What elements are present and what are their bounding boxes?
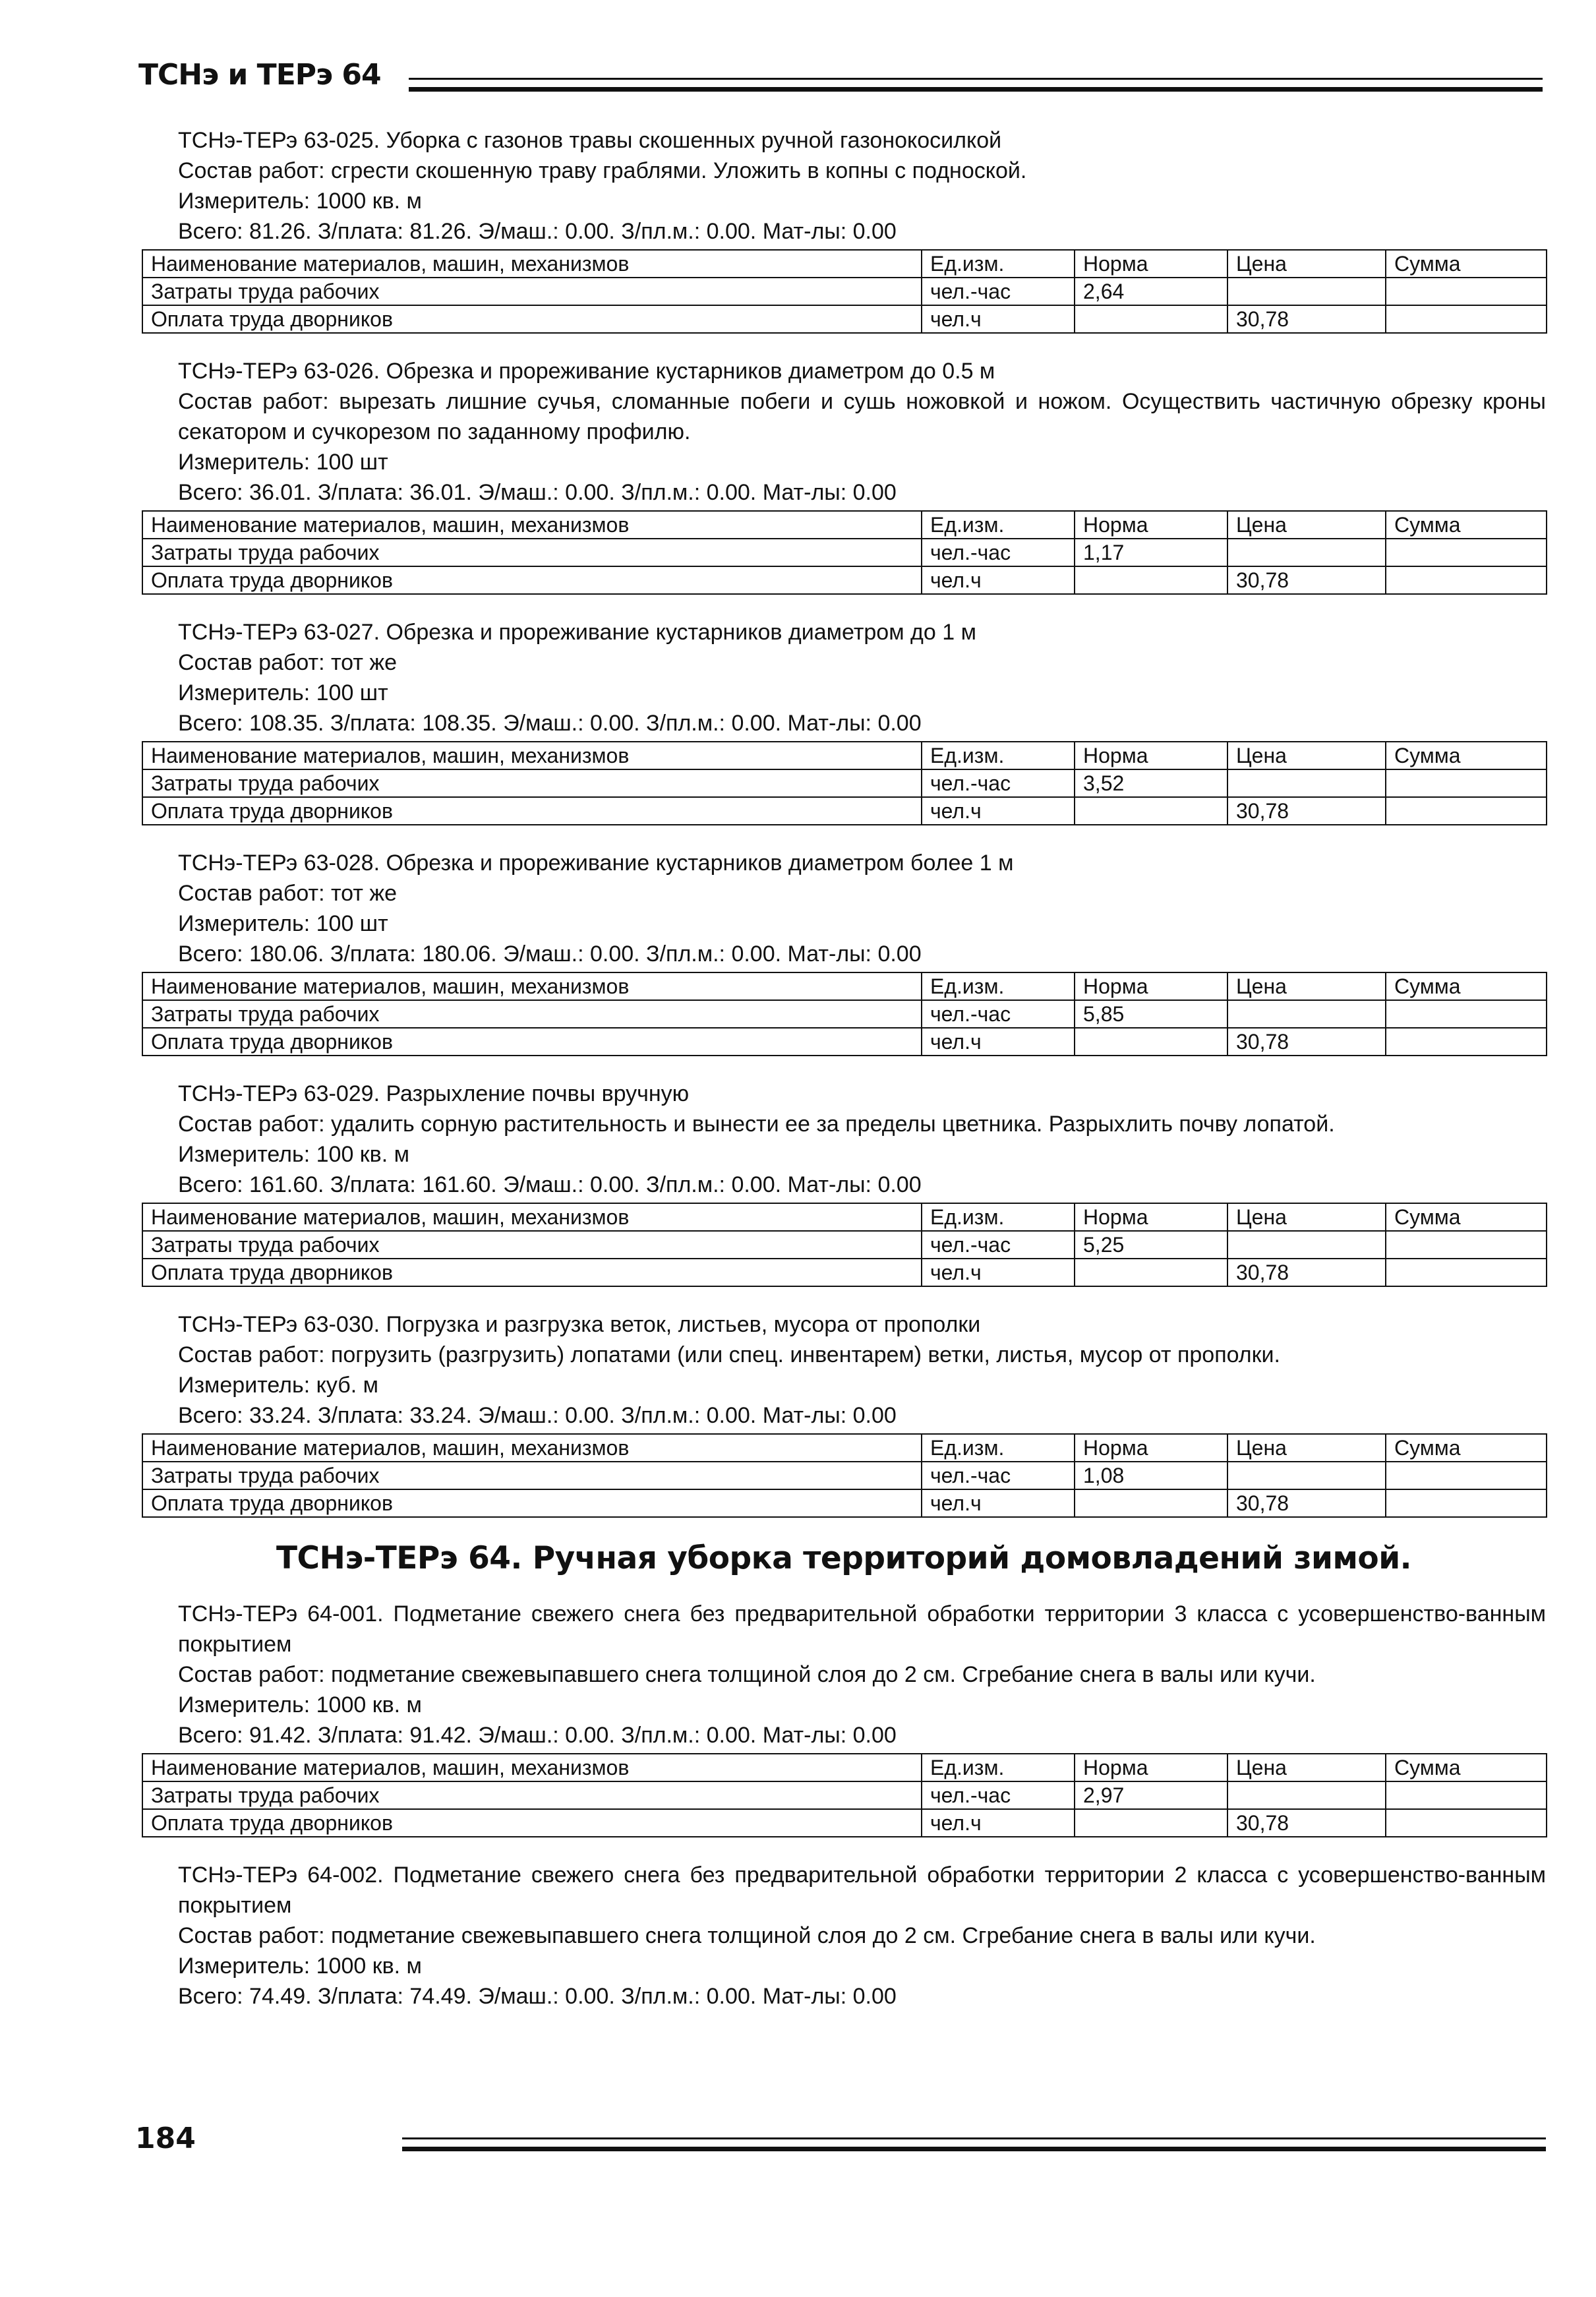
entry-measure: Измеритель: 1000 кв. м: [178, 1954, 422, 1979]
table-cell: [1386, 797, 1547, 825]
entry-measure: Измеритель: 100 шт: [178, 680, 388, 705]
table-header-cell: Наименование материалов, машин, механизмов: [142, 1203, 922, 1231]
table-header-cell: Цена: [1227, 511, 1386, 539]
table-header-cell: Ед.изм.: [922, 1754, 1075, 1781]
table-cell: Оплата труда дворников: [142, 305, 922, 333]
table-row: [142, 1000, 1547, 1028]
table-header-cell: Сумма: [1386, 1754, 1547, 1781]
table-cell: Затраты труда рабочих: [142, 278, 922, 305]
table-cell: 30,78: [1227, 566, 1386, 594]
table-cell: 30,78: [1227, 1809, 1386, 1837]
table-cell: 5,85: [1075, 1000, 1227, 1028]
table-cell: Оплата труда дворников: [142, 1809, 922, 1837]
table-row: [142, 769, 1547, 797]
table-cell: [1386, 566, 1547, 594]
norm-table: [142, 741, 1547, 825]
table-header-cell: Норма: [1075, 972, 1227, 1000]
entry-measure: Измеритель: 100 шт: [178, 450, 388, 475]
norm-entry: [142, 1309, 1546, 1518]
table-cell: чел.ч: [922, 797, 1075, 825]
table-cell: [1075, 1809, 1227, 1837]
table-cell: Оплата труда дворников: [142, 1489, 922, 1517]
entry-measure: Измеритель: 1000 кв. м: [178, 189, 422, 214]
entry-measure: Измеритель: 100 шт: [178, 911, 388, 936]
table-header-cell: Норма: [1075, 511, 1227, 539]
table-cell: Затраты труда рабочих: [142, 769, 922, 797]
entry-title: ТСНэ-ТЕРэ 63-027. Обрезка и прореживание кустарников диаметром до 1 м: [178, 620, 976, 645]
table-cell: [1386, 1259, 1547, 1286]
table-cell: чел.-час: [922, 539, 1075, 566]
norm-entry: [142, 125, 1546, 334]
table-cell: [1227, 1000, 1386, 1028]
table-header-cell: Сумма: [1386, 1203, 1547, 1231]
table-cell: 30,78: [1227, 1028, 1386, 1056]
page-number: 184: [135, 2122, 196, 2155]
header-rule-bottom: [409, 87, 1543, 92]
table-row: [142, 1259, 1547, 1286]
table-cell: [1227, 1231, 1386, 1259]
entries-group-63: [142, 125, 1546, 1518]
page-content: [142, 125, 1546, 2034]
table-cell: 1,17: [1075, 539, 1227, 566]
table-header-cell: Сумма: [1386, 511, 1547, 539]
table-header-cell: Сумма: [1386, 972, 1547, 1000]
entry-title: ТСНэ-ТЕРэ 63-025. Уборка с газонов травы скошенных ручной газонокосилкой: [178, 128, 1002, 153]
table-cell: 30,78: [1227, 1259, 1386, 1286]
table-cell: Оплата труда дворников: [142, 1259, 922, 1286]
table-cell: чел.ч: [922, 1809, 1075, 1837]
entry-work-composition: Состав работ: погрузить (разгрузить) лопатами (или спец. инвентарем) ветки, листья, мусор от прополки.: [178, 1342, 1280, 1367]
table-header-cell: Норма: [1075, 742, 1227, 769]
entry-title: ТСНэ-ТЕРэ 63-028. Обрезка и прореживание кустарников диаметром более 1 м: [178, 850, 1014, 876]
table-row: [142, 1028, 1547, 1056]
table-header-row: [142, 1754, 1547, 1781]
norm-entry: [142, 356, 1546, 595]
table-cell: [1227, 1462, 1386, 1489]
table-row: [142, 1781, 1547, 1809]
table-cell: Затраты труда рабочих: [142, 1000, 922, 1028]
table-header-row: [142, 250, 1547, 278]
table-header-cell: Наименование материалов, машин, механизмов: [142, 1434, 922, 1462]
table-header-row: [142, 742, 1547, 769]
entry-work-composition: Состав работ: подметание свежевыпавшего снега толщиной слоя до 2 см. Сгребание снега в валы или кучи.: [178, 1662, 1316, 1687]
table-header-cell: Цена: [1227, 972, 1386, 1000]
table-header-cell: Ед.изм.: [922, 511, 1075, 539]
table-header-cell: Наименование материалов, машин, механизмов: [142, 972, 922, 1000]
table-header-cell: Норма: [1075, 1754, 1227, 1781]
table-cell: [1227, 278, 1386, 305]
table-header-cell: Норма: [1075, 1434, 1227, 1462]
table-cell: 2,97: [1075, 1781, 1227, 1809]
section-title: ТСНэ-ТЕРэ 64. Ручная уборка территорий домовладений зимой.: [276, 1540, 1411, 1576]
table-header-cell: Наименование материалов, машин, механизмов: [142, 742, 922, 769]
table-header-cell: Сумма: [1386, 250, 1547, 278]
norm-entry: [142, 617, 1546, 825]
table-header-cell: Ед.изм.: [922, 250, 1075, 278]
table-cell: [1386, 1000, 1547, 1028]
table-cell: [1075, 1259, 1227, 1286]
entry-measure: Измеритель: куб. м: [178, 1373, 379, 1398]
table-cell: Затраты труда рабочих: [142, 1462, 922, 1489]
table-cell: [1227, 539, 1386, 566]
table-cell: Затраты труда рабочих: [142, 1231, 922, 1259]
table-header-cell: Сумма: [1386, 742, 1547, 769]
table-row: [142, 1489, 1547, 1517]
entry-title: ТСНэ-ТЕРэ 63-026. Обрезка и прореживание кустарников диаметром до 0.5 м: [178, 359, 995, 384]
table-cell: 30,78: [1227, 305, 1386, 333]
table-row: [142, 539, 1547, 566]
table-cell: Оплата труда дворников: [142, 1028, 922, 1056]
table-header-cell: Норма: [1075, 250, 1227, 278]
entry-measure: Измеритель: 1000 кв. м: [178, 1692, 422, 1717]
entry-totals: Всего: 36.01. З/плата: 36.01. Э/маш.: 0.00. З/пл.м.: 0.00. Мат-лы: 0.00: [178, 480, 897, 505]
norm-table: [142, 1433, 1547, 1518]
norm-table: [142, 1753, 1547, 1837]
table-header-cell: Цена: [1227, 1754, 1386, 1781]
table-header-cell: Цена: [1227, 742, 1386, 769]
table-cell: 30,78: [1227, 1489, 1386, 1517]
table-cell: [1386, 1462, 1547, 1489]
table-header-cell: Ед.изм.: [922, 1434, 1075, 1462]
entry-totals: Всего: 74.49. З/плата: 74.49. Э/маш.: 0.00. З/пл.м.: 0.00. Мат-лы: 0.00: [178, 1984, 897, 2009]
entry-totals: Всего: 81.26. З/плата: 81.26. Э/маш.: 0.00. З/пл.м.: 0.00. Мат-лы: 0.00: [178, 219, 897, 244]
table-cell: [1227, 769, 1386, 797]
table-header-cell: Ед.изм.: [922, 972, 1075, 1000]
entry-work-composition: Состав работ: подметание свежевыпавшего снега толщиной слоя до 2 см. Сгребание снега в валы или кучи.: [178, 1923, 1316, 1948]
table-cell: 30,78: [1227, 797, 1386, 825]
table-row: [142, 1462, 1547, 1489]
table-cell: чел.ч: [922, 566, 1075, 594]
table-cell: чел.-час: [922, 1462, 1075, 1489]
table-cell: чел.-час: [922, 278, 1075, 305]
entry-title: ТСНэ-ТЕРэ 63-029. Разрыхление почвы вручную: [178, 1081, 690, 1106]
entry-work-composition: Состав работ: вырезать лишние сучья, сломанные побеги и сушь ножовкой и ножом. Осуществить частичную обрезку кроны секатором и сучкорезом по заданному профилю.: [178, 389, 1546, 444]
table-cell: 1,08: [1075, 1462, 1227, 1489]
table-cell: чел.-час: [922, 1781, 1075, 1809]
entry-work-composition: Состав работ: удалить сорную растительность и вынести ее за пределы цветника. Разрыхлить почву лопатой.: [178, 1112, 1335, 1137]
table-cell: [1386, 1781, 1547, 1809]
table-cell: [1386, 1231, 1547, 1259]
table-cell: чел.-час: [922, 1000, 1075, 1028]
entry-totals: Всего: 91.42. З/плата: 91.42. Э/маш.: 0.00. З/пл.м.: 0.00. Мат-лы: 0.00: [178, 1723, 897, 1748]
norm-entry: [142, 848, 1546, 1056]
entry-totals: Всего: 161.60. З/плата: 161.60. Э/маш.: 0.00. З/пл.м.: 0.00. Мат-лы: 0.00: [178, 1172, 922, 1197]
table-cell: чел.ч: [922, 1259, 1075, 1286]
page-footer: [135, 2122, 1546, 2161]
table-header-row: [142, 511, 1547, 539]
table-cell: чел.ч: [922, 1489, 1075, 1517]
table-header-row: [142, 1203, 1547, 1231]
table-cell: [1075, 305, 1227, 333]
entry-totals: Всего: 180.06. З/плата: 180.06. Э/маш.: 0.00. З/пл.м.: 0.00. Мат-лы: 0.00: [178, 941, 922, 967]
page-header: [138, 58, 1543, 104]
table-cell: [1386, 278, 1547, 305]
table-row: [142, 797, 1547, 825]
table-header-cell: Норма: [1075, 1203, 1227, 1231]
table-header-cell: Сумма: [1386, 1434, 1547, 1462]
table-cell: [1386, 769, 1547, 797]
norm-entry: [142, 1860, 1546, 2012]
table-cell: [1386, 539, 1547, 566]
table-row: [142, 1231, 1547, 1259]
entry-work-composition: Состав работ: тот же: [178, 650, 398, 675]
table-cell: [1075, 1028, 1227, 1056]
table-cell: [1227, 1781, 1386, 1809]
norm-table: [142, 972, 1547, 1056]
norm-table: [142, 510, 1547, 595]
entry-totals: Всего: 33.24. З/плата: 33.24. Э/маш.: 0.00. З/пл.м.: 0.00. Мат-лы: 0.00: [178, 1403, 897, 1428]
table-cell: [1386, 305, 1547, 333]
entry-title: ТСНэ-ТЕРэ 63-030. Погрузка и разгрузка веток, листьев, мусора от прополки: [178, 1312, 981, 1337]
running-header-title: ТСНэ и ТЕРэ 64: [138, 58, 381, 92]
table-cell: 2,64: [1075, 278, 1227, 305]
table-cell: Оплата труда дворников: [142, 566, 922, 594]
table-cell: [1386, 1489, 1547, 1517]
table-cell: 5,25: [1075, 1231, 1227, 1259]
entry-totals: Всего: 108.35. З/плата: 108.35. Э/маш.: 0.00. З/пл.м.: 0.00. Мат-лы: 0.00: [178, 711, 922, 736]
table-cell: Затраты труда рабочих: [142, 1781, 922, 1809]
table-row: [142, 278, 1547, 305]
table-header-cell: Наименование материалов, машин, механизмов: [142, 250, 922, 278]
entry-title: ТСНэ-ТЕРэ 64-002. Подметание свежего снега без предварительной обработки территории 2 класса с усовершенство-ванным покрытием: [178, 1863, 1546, 1918]
table-header-cell: Ед.изм.: [922, 742, 1075, 769]
table-row: [142, 1809, 1547, 1837]
table-row: [142, 566, 1547, 594]
norm-table: [142, 1203, 1547, 1287]
table-cell: 3,52: [1075, 769, 1227, 797]
entry-work-composition: Состав работ: сгрести скошенную траву граблями. Уложить в копны с подноской.: [178, 158, 1027, 183]
table-header-cell: Ед.изм.: [922, 1203, 1075, 1231]
table-header-cell: Цена: [1227, 1203, 1386, 1231]
table-row: [142, 305, 1547, 333]
table-cell: чел.-час: [922, 769, 1075, 797]
footer-rule-top: [402, 2137, 1546, 2139]
norm-table: [142, 249, 1547, 334]
table-cell: [1075, 566, 1227, 594]
table-cell: Оплата труда дворников: [142, 797, 922, 825]
table-header-row: [142, 972, 1547, 1000]
entry-measure: Измеритель: 100 кв. м: [178, 1142, 410, 1167]
table-header-cell: Наименование материалов, машин, механизмов: [142, 1754, 922, 1781]
table-header-row: [142, 1434, 1547, 1462]
table-cell: чел.ч: [922, 305, 1075, 333]
table-cell: Затраты труда рабочих: [142, 539, 922, 566]
norm-entry: [142, 1599, 1546, 1837]
table-cell: чел.-час: [922, 1231, 1075, 1259]
table-cell: [1075, 797, 1227, 825]
table-header-cell: Цена: [1227, 250, 1386, 278]
header-rule-top: [409, 78, 1543, 80]
entry-title: ТСНэ-ТЕРэ 64-001. Подметание свежего снега без предварительной обработки территории 3 класса с усовершенство-ванным покрытием: [178, 1601, 1546, 1657]
norm-entry: [142, 1079, 1546, 1287]
table-cell: [1386, 1028, 1547, 1056]
table-header-cell: Цена: [1227, 1434, 1386, 1462]
footer-rule-bottom: [402, 2147, 1546, 2151]
table-cell: [1386, 1809, 1547, 1837]
table-cell: [1075, 1489, 1227, 1517]
table-cell: чел.ч: [922, 1028, 1075, 1056]
entries-group-64: [142, 1599, 1546, 2012]
table-header-cell: Наименование материалов, машин, механизмов: [142, 511, 922, 539]
entry-work-composition: Состав работ: тот же: [178, 881, 398, 906]
